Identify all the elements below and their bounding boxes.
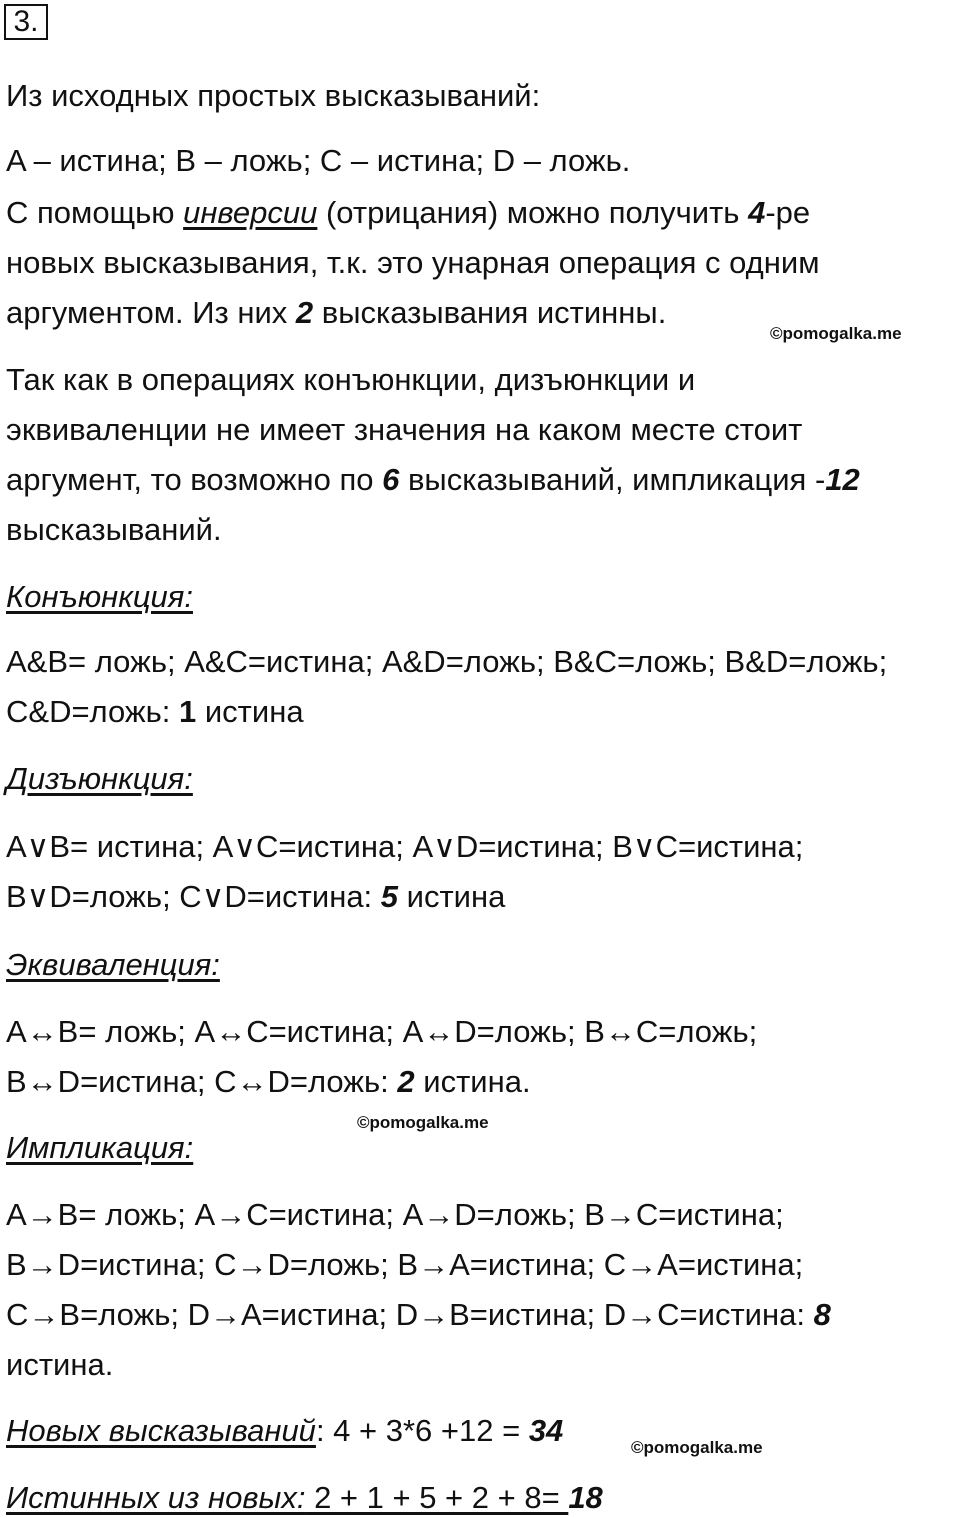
intro-line-2: A – истина; B – ложь; C – истина; D – ложь. <box>6 143 631 178</box>
equivalence-heading: Эквиваленция: <box>6 947 220 982</box>
disjunction-line-2: B∨D=ложь; C∨D=истина: 5 истина <box>6 879 506 914</box>
equivalence-line-1: A↔B= ложь; A↔C=истина; A↔D=ложь; B↔C=ложь; <box>6 1014 758 1049</box>
watermark-2: ©pomogalka.me <box>357 1113 489 1132</box>
intro-line-5: аргументом. Из них 2 высказывания истинны. <box>6 295 667 330</box>
intro-line-1: Из исходных простых высказываний: <box>6 78 541 113</box>
implication-line-2: B→D=истина; C→D=ложь; B→A=истина; C→A=истина; <box>6 1247 804 1282</box>
para2-line-4: высказываний. <box>6 512 222 547</box>
disjunction-heading: Дизъюнкция: <box>6 761 193 796</box>
conjunction-line-1: A&B= ложь; A&C=истина; A&D=ложь; B&C=ложь; B&D=ложь; <box>6 644 888 679</box>
intro-line-3: С помощью инверсии (отрицания) можно получить 4-ре <box>6 195 811 230</box>
inversion-term: инверсии <box>183 195 318 230</box>
watermark-3: ©pomogalka.me <box>631 1438 763 1457</box>
equivalence-line-2: B↔D=истина; C↔D=ложь: 2 истина. <box>6 1064 531 1099</box>
implication-heading: Импликация: <box>6 1130 194 1165</box>
conjunction-line-2: C&D=ложь: 1 истина <box>6 694 304 729</box>
total-true-statements: Истинных из новых: 2 + 1 + 5 + 2 + 8= 18 <box>6 1480 603 1515</box>
disjunction-line-1: A∨B= истина; A∨C=истина; A∨D=истина; B∨C=истина; <box>6 829 804 864</box>
total-new-statements: Новых высказываний: 4 + 3*6 +12 = 34 <box>6 1413 564 1448</box>
para2-line-3: аргумент, то возможно по 6 высказываний, импликация -12 <box>6 462 860 497</box>
intro-line-4: новых высказывания, т.к. это унарная операция с одним <box>6 245 820 280</box>
para2-line-2: эквиваленции не имеет значения на каком месте стоит <box>6 412 803 447</box>
conjunction-heading: Конъюнкция: <box>6 579 193 614</box>
implication-line-3: C→B=ложь; D→A=истина; D→B=истина; D→C=истина: 8 <box>6 1297 831 1332</box>
implication-line-4: истина. <box>6 1347 114 1382</box>
task-number: 3. <box>4 4 48 40</box>
implication-line-1: A→B= ложь; A→C=истина; A→D=ложь; B→C=истина; <box>6 1197 784 1232</box>
para2-line-1: Так как в операциях конъюнкции, дизъюнкции и <box>6 362 696 397</box>
watermark-1: ©pomogalka.me <box>770 324 902 343</box>
